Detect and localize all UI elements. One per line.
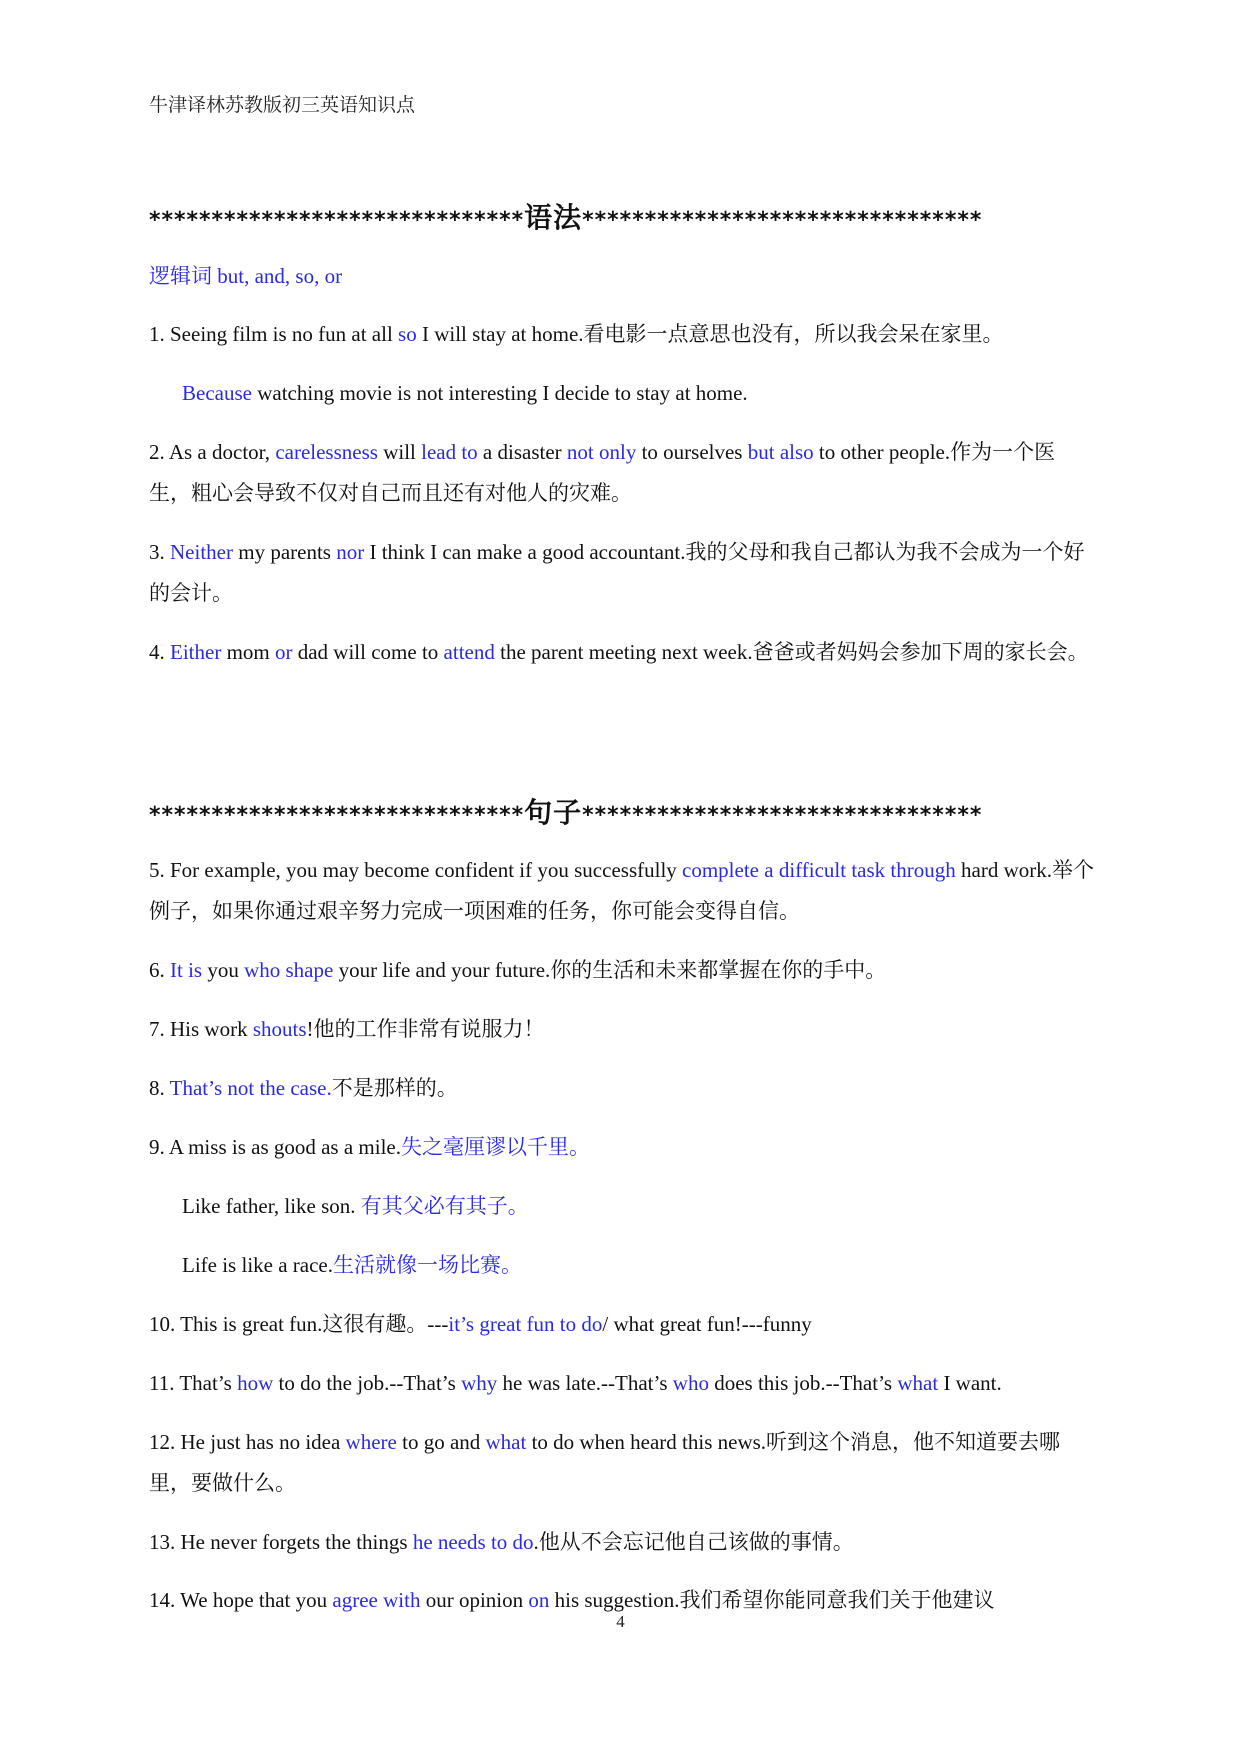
topic-heading: 逻辑词 but, and, so, or	[149, 264, 343, 288]
sentence-1: 1. Seeing film is no fun at all so I will stay at home.看电影一点意思也没有，所以我会呆在家里。	[149, 322, 1004, 346]
sentence-12: 12. He just has no idea where to go and what to do when heard this news.听到这个消息，他不知道要去哪里，要做什么。	[149, 1430, 1061, 1495]
page-number: 4	[616, 1612, 625, 1631]
stars-right: ********************************	[582, 803, 983, 828]
stars-right: ********************************	[582, 208, 983, 233]
sentence-2: 2. As a doctor, carelessness will lead to a disaster not only to ourselves but also to other people.作为一个医生，粗心会导致不仅对自己而且还有对他人的灾难。	[149, 440, 1056, 505]
sentence-1-alt: Because watching movie is not interesting I decide to stay at home.	[182, 381, 748, 405]
stars-left: ******************************	[149, 208, 525, 233]
sentence-7: 7. His work shouts!他的工作非常有说服力！	[149, 1017, 545, 1041]
section-divider-grammar	[149, 196, 1089, 236]
sentence-9-proverb: Like father, like son. 有其父必有其子。	[182, 1194, 529, 1218]
section-divider-sentences	[149, 791, 1089, 831]
section-title-sentences: 句子	[524, 796, 583, 829]
sentence-9: 9. A miss is as good as a mile.失之毫厘谬以千里。	[149, 1135, 590, 1159]
stars-left: ******************************	[149, 803, 525, 828]
sentence-9-simile: Life is like a race.生活就像一场比赛。	[182, 1253, 522, 1277]
sentence-6: 6. It is you who shape your life and your future.你的生活和未来都掌握在你的手中。	[149, 958, 887, 982]
sentence-4: 4. Either mom or dad will come to attend the parent meeting next week.爸爸或者妈妈会参加下周的家长会。	[149, 640, 1089, 664]
section-title-grammar: 语法	[524, 201, 583, 234]
document-header: 牛津译林苏教版初三英语知识点	[149, 95, 416, 116]
sentence-14: 14. We hope that you agree with our opinion on his suggestion.我们希望你能同意我们关于他建议	[149, 1588, 995, 1612]
sentence-5: 5. For example, you may become confident if you successfully complete a difficult task through hard work.举个例子，如果你通过艰辛努力完成一项困难的任务，你可能会变得自信。	[149, 858, 1094, 923]
sentence-10: 10. This is great fun.这很有趣。---it’s great fun to do/ what great fun!---funny	[149, 1312, 812, 1336]
sentence-13: 13. He never forgets the things he needs to do.他从不会忘记他自己该做的事情。	[149, 1530, 854, 1554]
sentence-8: 8. That’s not the case.不是那样的。	[149, 1076, 458, 1100]
sentence-3: 3. Neither my parents nor I think I can make a good accountant.我的父母和我自己都认为我不会成为一个好的会计。	[149, 540, 1085, 605]
sentence-11: 11. That’s how to do the job.--That’s why he was late.--That’s who does this job.--That’s what I want.	[149, 1371, 1002, 1395]
